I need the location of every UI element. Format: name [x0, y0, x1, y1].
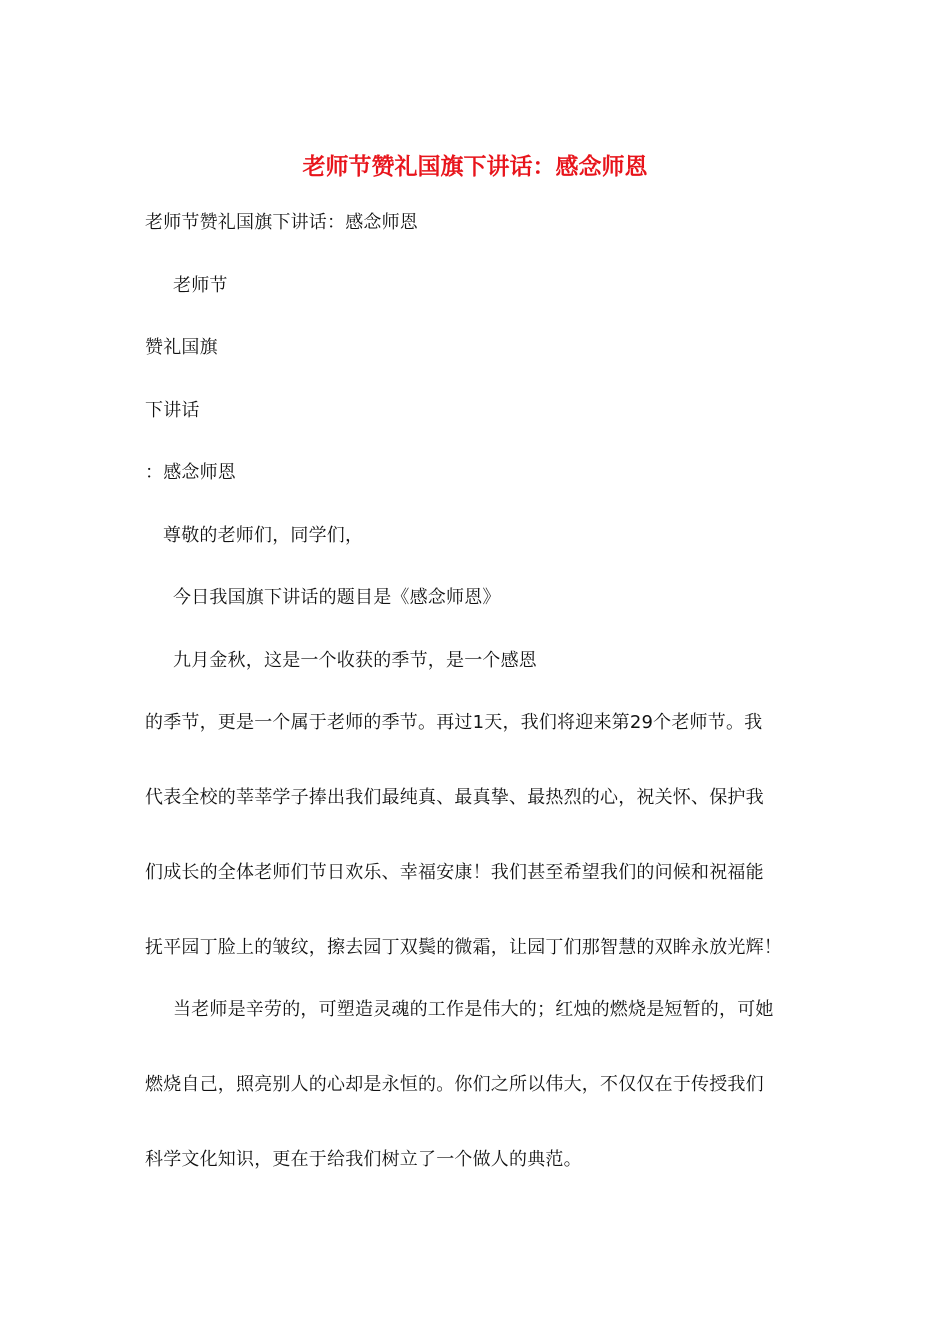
- text-line: 老师节: [173, 275, 228, 296]
- salutation-line: 尊敬的老师们，同学们，: [163, 525, 364, 546]
- paragraph-line: 抚平园丁脸上的皱纹，擦去园丁双鬓的微霜，让园丁们那智慧的双眸永放光辉！: [145, 937, 782, 958]
- paragraph-line: 的季节，更是一个属于老师的季节。再过1天，我们将迎来第29个老师节。我: [145, 712, 763, 733]
- paragraph-line: 当老师是辛劳的，可塑造灵魂的工作是伟大的；红烛的燃烧是短暂的，可她: [173, 999, 774, 1020]
- paragraph-line: 们成长的全体老师们节日欢乐、幸福安康！我们甚至希望我们的问候和祝福能: [145, 862, 764, 883]
- text-line: ：感念师恩: [145, 462, 236, 483]
- paragraph-line: 九月金秋，这是一个收获的季节，是一个感恩: [173, 650, 537, 671]
- paragraph-line: 科学文化知识，更在于给我们树立了一个做人的典范。: [145, 1149, 582, 1170]
- text-line: 下讲话: [145, 400, 200, 421]
- paragraph-line: 代表全校的莘莘学子捧出我们最纯真、最真挚、最热烈的心，祝关怀、保护我: [145, 787, 764, 808]
- paragraph-line: 今日我国旗下讲话的题目是《感念师恩》: [173, 587, 501, 608]
- paragraph-line: 燃烧自己，照亮别人的心却是永恒的。你们之所以伟大，不仅仅在于传授我们: [145, 1074, 764, 1095]
- document-title: 老师节赞礼国旗下讲话：感念师恩: [302, 153, 648, 180]
- subtitle-line: 老师节赞礼国旗下讲话：感念师恩: [145, 212, 418, 233]
- text-line: 赞礼国旗: [145, 337, 218, 358]
